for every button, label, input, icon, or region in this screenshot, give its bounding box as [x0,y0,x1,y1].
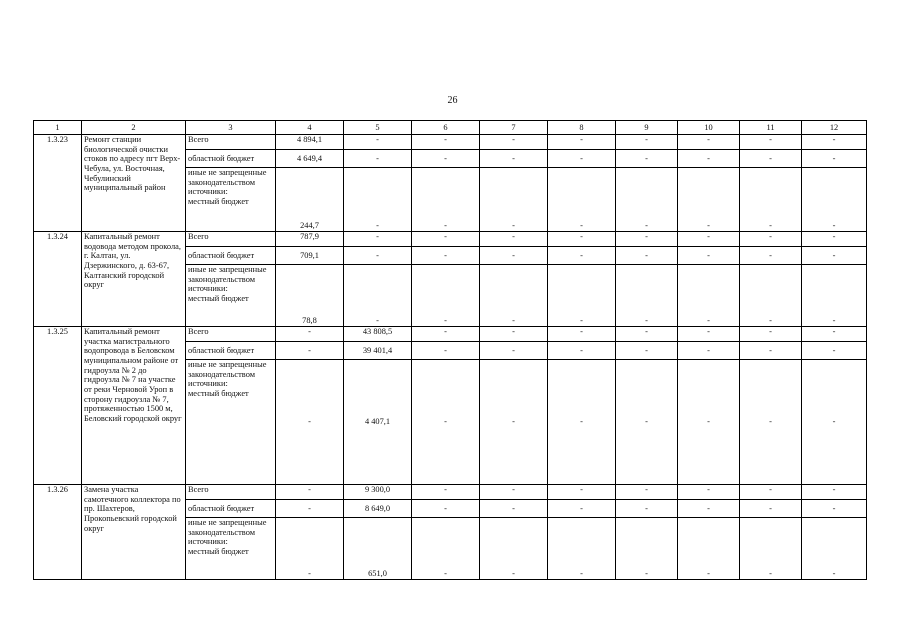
budget-table [33,120,867,580]
value-cell: - [276,360,344,485]
value-cell: - [740,135,802,150]
value-cell: - [678,518,740,580]
value-cell: - [616,485,678,500]
funding-source-total: Всего [186,327,276,342]
value-cell: - [412,360,480,485]
value-cell: - [678,135,740,150]
measure-number: 1.3.26 [34,485,82,580]
column-header: 9 [616,121,678,135]
value-cell: 4 407,1 [344,360,412,485]
value-cell: - [344,135,412,150]
value-cell: - [802,360,867,485]
column-header: 6 [412,121,480,135]
value-cell: - [802,342,867,360]
value-cell: - [480,500,548,518]
measure-name: Замена участка самотечного коллектора по пр. Шахтеров, Прокопьевский городской округ [82,485,186,580]
other-sources-label: иные не запрещенные законодательством источники: [188,168,267,197]
table-row [34,232,867,247]
value-cell: 709,1 [276,247,344,265]
column-header: 3 [186,121,276,135]
value-cell: - [548,247,616,265]
value-cell: - [548,342,616,360]
measure-number: 1.3.24 [34,232,82,327]
value-cell: - [678,327,740,342]
value-cell: - [616,500,678,518]
value-cell: 244,7 [276,168,344,232]
other-sources-label: иные не запрещенные законодательством источники: [188,360,267,389]
value-cell: - [616,232,678,247]
value-cell: - [276,485,344,500]
value-cell: - [344,265,412,327]
value-cell: - [616,247,678,265]
value-cell: - [412,168,480,232]
funding-source-other [186,265,276,327]
funding-source-regional: областной бюджет [186,342,276,360]
other-sources-label: иные не запрещенные законодательством источники: [188,518,267,547]
funding-source-other [186,360,276,485]
value-cell: - [740,485,802,500]
value-cell: - [548,518,616,580]
funding-source-total: Всего [186,232,276,247]
value-cell: - [616,360,678,485]
value-cell: 78,8 [276,265,344,327]
value-cell: - [548,327,616,342]
value-cell: - [678,232,740,247]
column-header: 1 [34,121,82,135]
value-cell: - [344,232,412,247]
value-cell: - [616,168,678,232]
value-cell: - [480,327,548,342]
value-cell: - [740,342,802,360]
value-cell: - [616,327,678,342]
value-cell: - [344,168,412,232]
column-header: 4 [276,121,344,135]
value-cell: - [548,265,616,327]
value-cell: - [548,500,616,518]
column-header: 11 [740,121,802,135]
value-cell: - [802,150,867,168]
value-cell: - [276,518,344,580]
table-row [34,485,867,500]
value-cell: - [276,500,344,518]
value-cell: - [678,342,740,360]
other-sources-label: иные не запрещенные законодательством источники: [188,265,267,294]
value-cell: - [480,150,548,168]
value-cell: - [740,265,802,327]
value-cell: - [616,135,678,150]
value-cell: - [740,232,802,247]
value-cell: - [740,360,802,485]
value-cell: - [678,500,740,518]
column-header: 7 [480,121,548,135]
value-cell: - [480,342,548,360]
value-cell: - [616,342,678,360]
value-cell: - [678,485,740,500]
value-cell: - [802,327,867,342]
value-cell: 8 649,0 [344,500,412,518]
value-cell: - [678,168,740,232]
value-cell: - [412,342,480,360]
value-cell: - [616,150,678,168]
funding-source-other [186,518,276,580]
value-cell: - [344,150,412,168]
value-cell: - [740,327,802,342]
value-cell: - [480,518,548,580]
value-cell: 787,9 [276,232,344,247]
value-cell: - [276,342,344,360]
funding-source-total: Всего [186,485,276,500]
table-row [34,327,867,342]
value-cell: - [802,135,867,150]
value-cell: - [678,360,740,485]
value-cell: 4 649,4 [276,150,344,168]
funding-source-total: Всего [186,135,276,150]
value-cell: - [412,327,480,342]
value-cell: - [548,232,616,247]
measure-number: 1.3.25 [34,327,82,485]
value-cell: - [548,360,616,485]
page-number: 26 [447,95,458,106]
value-cell: - [480,485,548,500]
value-cell: 39 401,4 [344,342,412,360]
value-cell: - [344,247,412,265]
value-cell: - [740,518,802,580]
value-cell: - [412,247,480,265]
value-cell: - [740,150,802,168]
value-cell: - [412,265,480,327]
local-budget-label: местный бюджет [188,546,249,556]
value-cell: - [480,135,548,150]
local-budget-label: местный бюджет [188,293,249,303]
funding-source-regional: областной бюджет [186,247,276,265]
measure-name: Ремонт станции биологической очистки стоков по адресу пгт Верх-Чебула, ул. Восточная, Чебулинский муниципальный район [82,135,186,232]
column-header: 8 [548,121,616,135]
value-cell: - [412,518,480,580]
value-cell: - [740,247,802,265]
measure-number: 1.3.23 [34,135,82,232]
value-cell: - [802,500,867,518]
value-cell: - [802,265,867,327]
value-cell: - [548,150,616,168]
value-cell: - [678,150,740,168]
value-cell: - [802,485,867,500]
measure-name: Капитальный ремонт водовода методом прокола, г. Калтан, ул. Дзержинского, д. 63-67, Калтанский городской округ [82,232,186,327]
value-cell: - [740,168,802,232]
value-cell: - [412,150,480,168]
value-cell: - [802,247,867,265]
value-cell: - [802,168,867,232]
value-cell: - [548,135,616,150]
column-header: 12 [802,121,867,135]
value-cell: - [480,168,548,232]
value-cell: - [480,360,548,485]
value-cell: - [802,232,867,247]
value-cell: 43 808,5 [344,327,412,342]
value-cell: - [412,135,480,150]
funding-source-regional: областной бюджет [186,500,276,518]
value-cell: - [412,232,480,247]
funding-source-other [186,168,276,232]
value-cell: - [412,500,480,518]
value-cell: - [616,265,678,327]
table-row [34,135,867,150]
value-cell: - [480,232,548,247]
value-cell: 4 894,1 [276,135,344,150]
value-cell: - [412,485,480,500]
value-cell: - [740,500,802,518]
value-cell: - [548,168,616,232]
value-cell: - [548,485,616,500]
measure-name: Капитальный ремонт участка магистрального водопровода в Беловском муниципальном районе от гидроузла № 2 до гидроузла № 7 на участке от реки Черновой Уроп в сторону гидроузла № 7, протяженностью 1500 м, Беловский городской округ [82,327,186,485]
local-budget-label: местный бюджет [188,388,249,398]
value-cell: 9 300,0 [344,485,412,500]
funding-source-regional: областной бюджет [186,150,276,168]
value-cell: - [480,247,548,265]
table-header-row [34,121,867,135]
value-cell: - [678,265,740,327]
column-header: 10 [678,121,740,135]
value-cell: - [802,518,867,580]
column-header: 5 [344,121,412,135]
value-cell: - [480,265,548,327]
value-cell: 651,0 [344,518,412,580]
value-cell: - [678,247,740,265]
column-header: 2 [82,121,186,135]
local-budget-label: местный бюджет [188,196,249,206]
value-cell: - [616,518,678,580]
value-cell: - [276,327,344,342]
